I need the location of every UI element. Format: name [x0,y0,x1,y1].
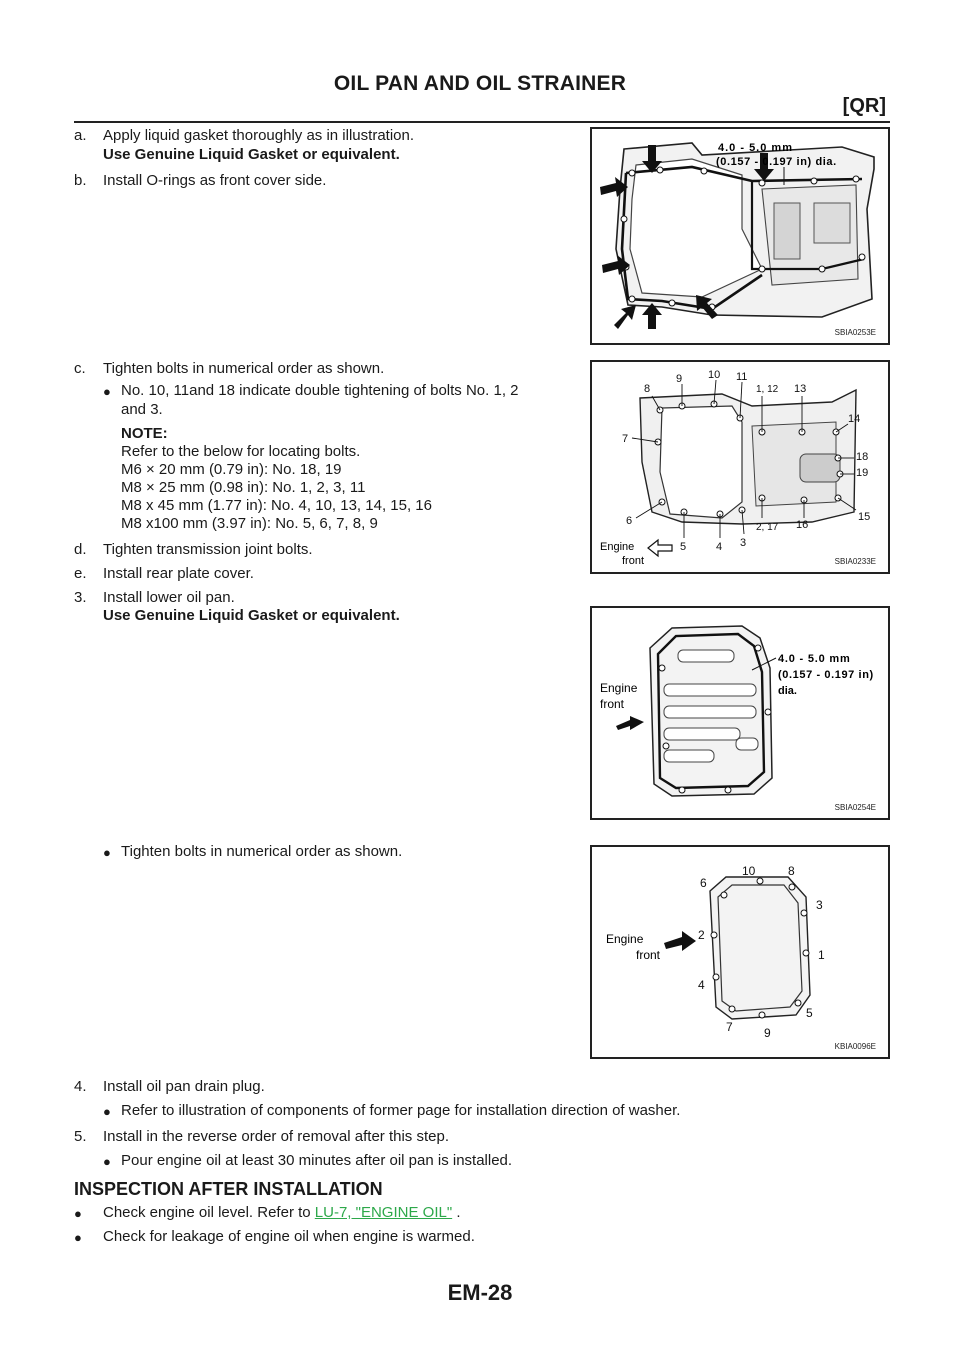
bolt-number: 9 [676,373,683,385]
inspection-item-1-end: . [456,1204,461,1221]
inspection-item-2: Check for leakage of engine oil when engine is warmed. [103,1228,475,1245]
bolt-number: 7 [622,433,629,445]
page-number: EM-28 [447,1280,513,1305]
inspection-item-1-text: Check engine oil level. Refer to [103,1204,311,1221]
fig3-callout-1: 4.0 - 5.0 mm [778,653,851,665]
bolt-number: 5 [680,541,687,553]
step-d-text: Tighten transmission joint bolts. [103,541,313,558]
bolt-number: 11 [736,371,748,383]
fig4-front-label: front [636,948,661,962]
step-a-text: Apply liquid gasket thoroughly as in illustration. [103,127,415,144]
bolt-number: 19 [856,467,869,479]
note-line-1: Refer to the below for locating bolts. [121,443,361,460]
header-rule [74,121,890,123]
bolt-number: 9 [764,1026,771,1040]
bullet-icon: ● [103,384,111,399]
fig3-engine-label: Engine [600,681,638,695]
bolt-number: 2 [698,928,705,942]
section-tag: [QR] [842,95,886,117]
note-line-5: M8 x100 mm (3.97 in): No. 5, 6, 7, 8, 9 [121,515,378,532]
step-4-label: 4. [74,1078,87,1095]
bolt-number: 13 [794,383,807,395]
step-3-bold: Use Genuine Liquid Gasket or equivalent. [103,607,400,624]
step-b-text: Install O-rings as front cover side. [103,172,327,189]
fig2-front-label: front [622,555,645,567]
step-3-label: 3. [74,589,87,606]
page-title: OIL PAN AND OIL STRAINER [333,72,627,95]
fig3-code: SBIA0254E [834,803,876,812]
bullet-icon: ● [103,845,111,860]
step-d-label: d. [74,541,87,558]
step-c-bullet-1: No. 10, 11and 18 indicate double tightening of bolts No. 1, 2 [121,382,519,399]
figure-lower-pan-bolt-order [590,845,890,1059]
note-line-3: M8 × 25 mm (0.98 in): No. 1, 2, 3, 11 [121,479,366,496]
bullet-icon: ● [103,1104,111,1119]
step-e-text: Install rear plate cover. [103,565,254,582]
step-c-label: c. [74,360,86,377]
bolt-number: 8 [788,864,795,878]
step-c-bullet-1b: and 3. [121,401,163,418]
bolt-number: 16 [796,519,809,531]
lower-oil-pan-illustration [592,608,888,818]
bolt-number: 3 [816,898,823,912]
bolt-number: 10 [742,864,756,878]
fig3-callout-3: dia. [778,685,797,697]
fig4-engine-label: Engine [606,932,644,946]
lower-pan-bullet-text: Tighten bolts in numerical order as shown. [121,843,403,860]
fig2-engine-label: Engine [600,541,635,553]
fig3-callout-2: (0.157 - 0.197 in) [778,669,874,681]
bolt-number: 14 [848,413,861,425]
step-a-label: a. [74,127,87,144]
engine-oil-link[interactable]: LU-7, "ENGINE OIL" [314,1204,453,1221]
bolt-number: 7 [726,1020,733,1034]
lower-pan-bolt-order-illustration [592,847,888,1057]
step-a-bold: Use Genuine Liquid Gasket or equivalent. [103,146,400,163]
inspection-heading: INSPECTION AFTER INSTALLATION [74,1179,383,1199]
bolt-number: 6 [700,876,707,890]
bolt-number: 15 [858,511,871,523]
bolt-number: 6 [626,515,633,527]
step-b-label: b. [74,172,87,189]
figure-liquid-gasket-lower-pan [590,606,890,820]
bullet-icon: ● [74,1206,82,1221]
figure-upper-pan-bolt-order [590,360,890,574]
fig4-code: KBIA0096E [834,1042,876,1051]
step-c-text: Tighten bolts in numerical order as shown. [103,360,385,377]
step-5-text: Install in the reverse order of removal after this step. [103,1128,449,1145]
bolt-number: 8 [644,383,651,395]
fig1-callout-1: 4.0 - 5.0 mm [718,142,793,154]
step-3-text: Install lower oil pan. [103,589,235,606]
bolt-number: 2, 17 [756,522,779,533]
bolt-number: 10 [708,369,721,381]
note-line-2: M6 × 20 mm (0.79 in): No. 18, 19 [121,461,342,478]
step-5-bullet: Pour engine oil at least 30 minutes after oil pan is installed. [121,1152,513,1169]
bullet-icon: ● [103,1154,111,1169]
step-4-bullet: Refer to illustration of components of former page for installation direction of washer. [121,1102,681,1119]
bolt-number: 4 [698,978,705,992]
note-line-4: M8 x 45 mm (1.77 in): No. 4, 10, 13, 14, 15, 16 [121,497,432,514]
bolt-number: 1 [818,948,825,962]
upper-oil-pan-illustration [592,129,888,343]
bullet-icon: ● [74,1230,82,1245]
step-e-label: e. [74,565,87,582]
fig1-callout-2: (0.157 - 0.197 in) dia. [716,156,837,168]
fig2-code: SBIA0233E [834,557,876,566]
bolt-number: 5 [806,1006,813,1020]
upper-pan-bolt-order-illustration [592,362,888,572]
bolt-number: 18 [856,451,869,463]
inspection-item-1 [103,1204,461,1222]
step-5-label: 5. [74,1128,87,1145]
bolt-number: 3 [740,537,747,549]
bolt-number: 4 [716,541,723,553]
fig1-code: SBIA0253E [834,328,876,337]
note-label: NOTE: [121,425,168,442]
bolt-number: 1, 12 [756,384,779,395]
fig3-front-label: front [600,697,625,711]
figure-liquid-gasket-upper-pan [590,127,890,345]
step-4-text: Install oil pan drain plug. [103,1078,265,1095]
